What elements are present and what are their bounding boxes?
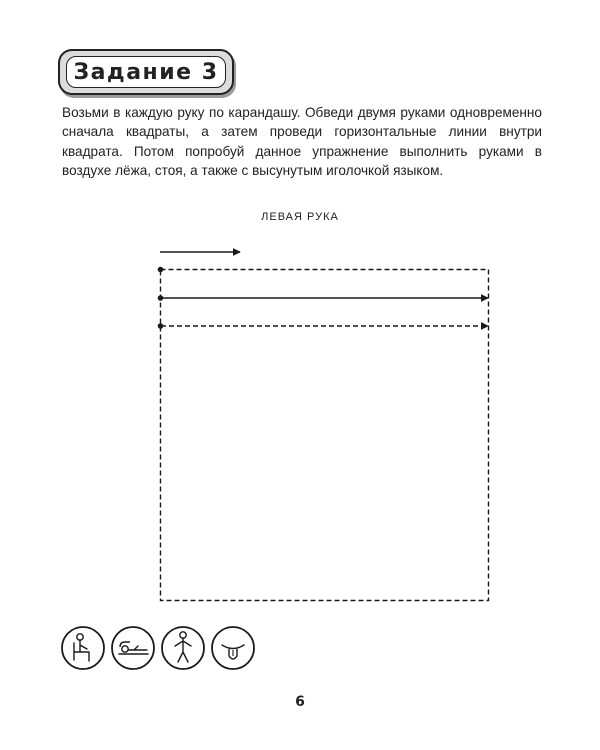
position-icons	[60, 625, 260, 673]
tongue-out-face-icon	[210, 625, 256, 671]
task-title: Задание 3	[66, 56, 226, 88]
line-start-dot-1	[158, 267, 164, 273]
left-hand-label: ЛЕВАЯ РУКА	[261, 211, 339, 223]
dashed-square[interactable]	[161, 270, 489, 601]
task-instructions: Возьми в каждую руку по карандашу. Обведи двумя руками одновременно сначала квадраты, а затем проведи горизонтальные линии внутри квадрата. Потом попробуй данное упражнение выполнить руками в воздухе лёжа, стоя, а также с высунутым иголочкой языком.	[62, 105, 542, 179]
lying-figure-icon	[110, 625, 156, 671]
page-number: 6	[295, 694, 305, 710]
sitting-figure-icon	[60, 625, 106, 671]
standing-figure-icon	[160, 625, 206, 671]
